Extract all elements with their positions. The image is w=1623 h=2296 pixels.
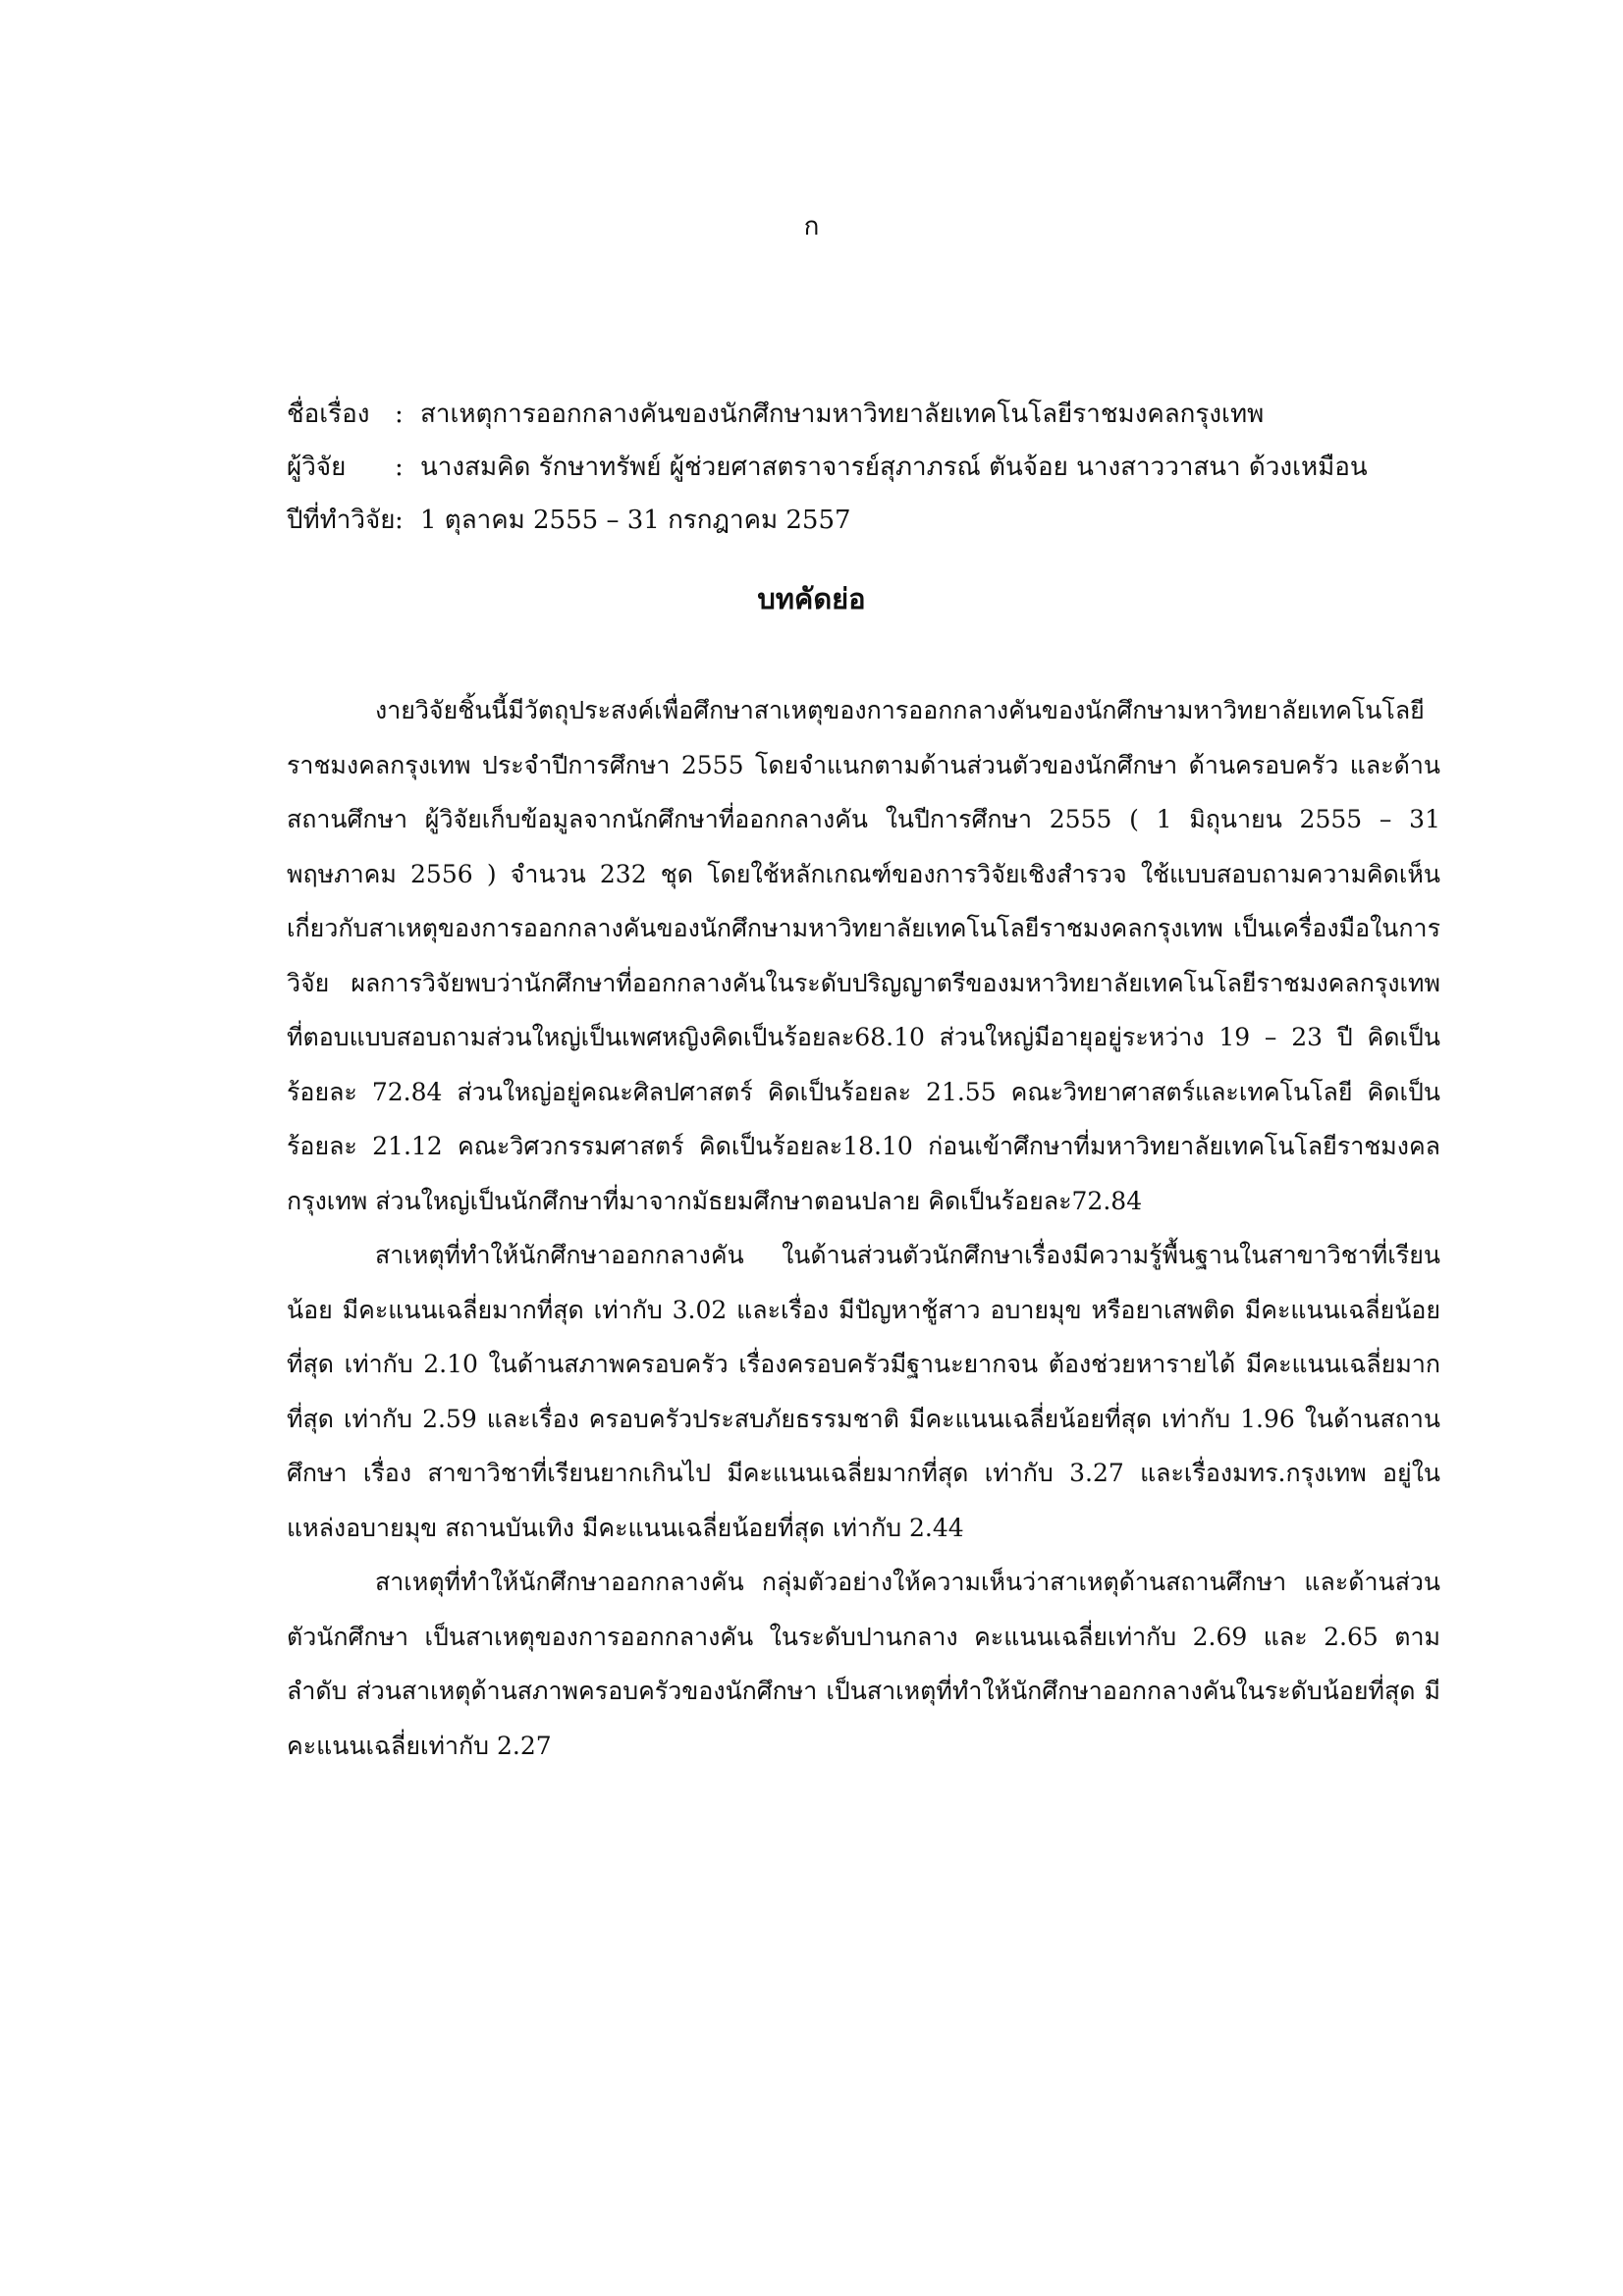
title-label: ชื่อเรื่อง [287, 400, 370, 429]
title-value: สาเหตุการออกกลางคันของนักศึกษามหาวิทยาลัยเทคโนโลยีราชมงคลกรุงเทพ [420, 400, 1265, 429]
year-row [287, 494, 1435, 547]
abstract-metadata [287, 388, 1435, 547]
abstract-body [287, 683, 1440, 1773]
year-label: ปีที่ทำวิจัย [287, 506, 396, 535]
paragraph: สาเหตุที่ทำให้นักศึกษาออกกลางคัน ในด้านส่วนตัวนักศึกษาเรื่องมีความรู้พื้นฐานในสาขาวิชาที่เรียนน้อย มีคะแนนเฉลี่ยมากที่สุด เท่ากับ 3.02 และเรื่อง มีปัญหาชู้สาว อบายมุข หรือยาเสพติด มีคะแนนเฉลี่ยน้อยที่สุด เท่ากับ 2.10 ในด้านสภาพครอบครัว เรื่องครอบครัวมีฐานะยากจน ต้องช่วยหารายได้ มีคะแนนเฉลี่ยมากที่สุด เท่ากับ 2.59 และเรื่อง ครอบครัวประสบภัยธรรมชาติ มีคะแนนเฉลี่ยน้อยที่สุด เท่ากับ 1.96 ในด้านสถานศึกษา เรื่อง สาขาวิชาที่เรียนยากเกินไป มีคะแนนเฉลี่ยมากที่สุด เท่ากับ 3.27 และเรื่องมทร.กรุงเทพ อยู่ในแหล่งอบายมุข สถานบันเทิง มีคะแนนเฉลี่ยน้อยที่สุด เท่ากับ 2.44 [287, 1241, 1440, 1542]
researcher-value: นางสมคิด รักษาทรัพย์ ผู้ช่วยศาสตราจารย์สุภาภรณ์ ตันจ้อย นางสาววาสนา ด้วงเหมือน [420, 453, 1368, 482]
abstract-title: บทคัดย่อ [757, 582, 866, 615]
year-separator: : [395, 506, 404, 535]
paragraph: สาเหตุที่ทำให้นักศึกษาออกกลางคัน กลุ่มตัวอย่างให้ความเห็นว่าสาเหตุด้านสถานศึกษา และด้านส่วนตัวนักศึกษา เป็นสาเหตุของการออกกลางคัน ในระดับปานกลาง คะแนนเฉลี่ยเท่ากับ 2.69 และ 2.65 ตามลำดับ ส่วนสาเหตุด้านสภาพครอบครัวของนักศึกษา เป็นสาเหตุที่ทำให้นักศึกษาออกกลางคันในระดับน้อยที่สุด มีคะแนนเฉลี่ยเท่ากับ 2.27 [287, 1568, 1440, 1760]
year-value: 1 ตุลาคม 2555 – 31 กรกฎาคม 2557 [420, 506, 851, 535]
researcher-row [287, 441, 1435, 494]
paragraph: งายวิจัยชิ้นนี้มีวัตถุประสงค์เพื่อศึกษาสาเหตุของการออกกลางคันของนักศึกษามหาวิทยาลัยเทคโนโลยีราชมงคลกรุงเทพ ประจำปีการศึกษา 2555 โดยจำแนกตามด้านส่วนตัวของนักศึกษา ด้านครอบครัว และด้านสถานศึกษา ผู้วิจัยเก็บข้อมูลจากนักศึกษาที่ออกกลางคัน ในปีการศึกษา 2555 ( 1 มิถุนายน 2555 – 31 พฤษภาคม 2556 ) จำนวน 232 ชุด โดยใช้หลักเกณฑ์ของการวิจัยเชิงสำรวจ ใช้แบบสอบถามความคิดเห็นเกี่ยวกับสาเหตุของการออกกลางคันของนักศึกษามหาวิทยาลัยเทคโนโลยีราชมงคลกรุงเทพ เป็นเครื่องมือในการวิจัย ผลการวิจัยพบว่านักศึกษาที่ออกกลางคันในระดับปริญญาตรีของมหาวิทยาลัยเทคโนโลยีราชมงคลกรุงเทพ ที่ตอบแบบสอบถามส่วนใหญ่เป็นเพศหญิงคิดเป็นร้อยละ68.10 ส่วนใหญ่มีอายุอยู่ระหว่าง 19 – 23 ปี คิดเป็น ร้อยละ 72.84 ส่วนใหญ่อยู่คณะศิลปศาสตร์ คิดเป็นร้อยละ 21.55 คณะวิทยาศาสตร์และเทคโนโลยี คิดเป็นร้อยละ 21.12 คณะวิศวกรรมศาสตร์ คิดเป็นร้อยละ18.10 ก่อนเข้าศึกษาที่มหาวิทยาลัยเทคโนโลยีราชมงคลกรุงเทพ ส่วนใหญ่เป็นนักศึกษาที่มาจากมัธยมศึกษาตอนปลาย คิดเป็นร้อยละ72.84 [287, 696, 1440, 1215]
researcher-separator: : [395, 453, 404, 482]
researcher-label: ผู้วิจัย [287, 453, 347, 482]
title-row [287, 388, 1435, 441]
page-number: ก [803, 212, 820, 241]
title-separator: : [395, 400, 404, 429]
